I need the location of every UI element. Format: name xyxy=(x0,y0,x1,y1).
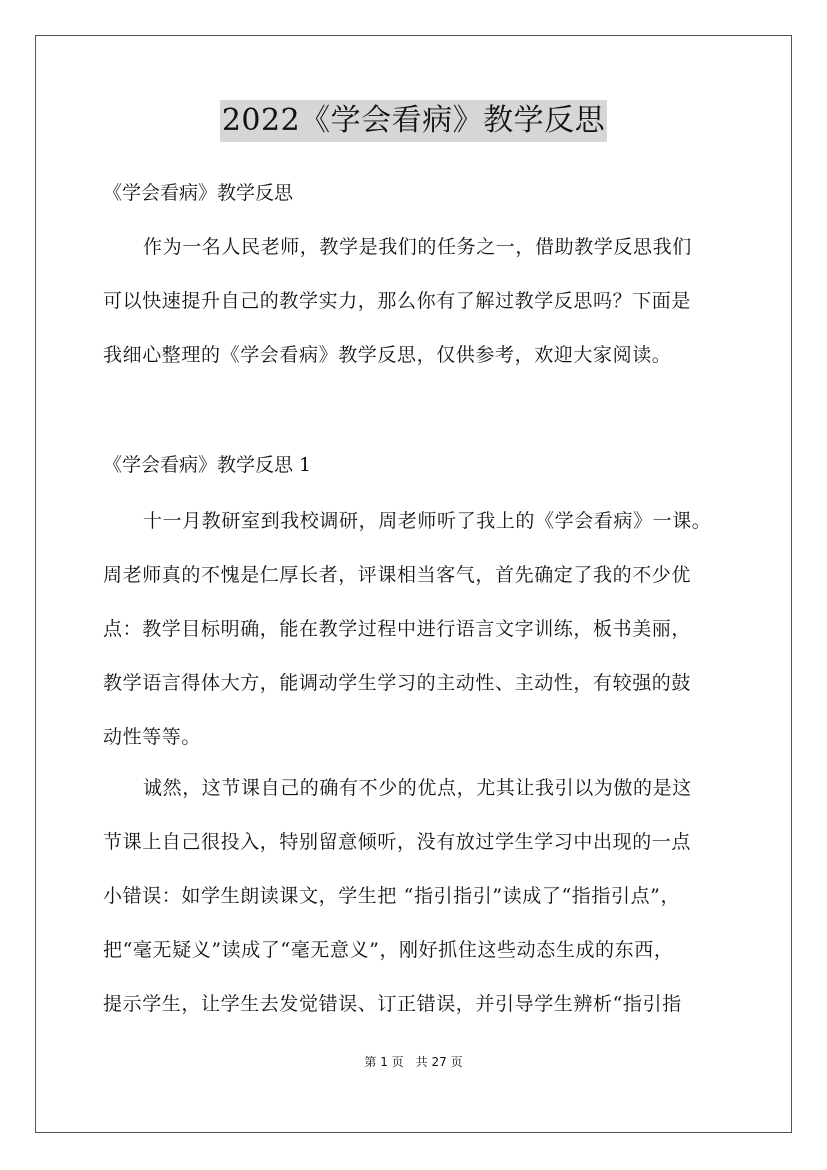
page-number-footer: 第 1 页 共 27 页 xyxy=(364,1055,463,1069)
paragraph-line: 动性等等。 xyxy=(103,726,202,748)
paragraph-line: 可以快速提升自己的教学实力，那么你有了解过教学反思吗？下面是 xyxy=(103,290,692,312)
paragraph-line: 教学语言得体大方，能调动学生学习的主动性、主动性，有较强的鼓 xyxy=(103,672,692,694)
paragraph-line: 我细心整理的《学会看病》教学反思，仅供参考，欢迎大家阅读。 xyxy=(103,344,672,366)
paragraph-line: 提示学生，让学生去发觉错误、订正错误，并引导学生辨析“指引指 xyxy=(103,993,682,1015)
document-title: 2022《学会看病》教学反思 xyxy=(220,100,607,142)
title-container xyxy=(0,100,827,142)
intro-paragraph xyxy=(103,220,743,382)
body-paragraph-1 xyxy=(103,494,743,764)
paragraph-line: 作为一名人民老师，教学是我们的任务之一，借助教学反思我们 xyxy=(143,236,692,258)
paragraph-line: 周老师真的不愧是仁厚长者，评课相当客气，首先确定了我的不少优 xyxy=(103,564,692,586)
paragraph-line: 诚然，这节课自己的确有不少的优点，尤其让我引以为傲的是这 xyxy=(143,777,692,799)
paragraph-line: 十一月教研室到我校调研，周老师听了我上的《学会看病》一课。 xyxy=(143,510,712,532)
body-paragraph-2 xyxy=(103,761,743,1031)
paragraph-line: 点：教学目标明确，能在教学过程中进行语言文字训练，板书美丽， xyxy=(103,618,692,640)
paragraph-line: 节课上自己很投入，特别留意倾听，没有放过学生学习中出现的一点 xyxy=(103,831,692,853)
paragraph-line: 把“毫无疑义”读成了“毫无意义”，刚好抓住这些动态生成的东西， xyxy=(103,939,674,961)
paragraph-line: 小错误：如学生朗读课文，学生把 “指引指引”读成了“指指引点”， xyxy=(103,885,681,907)
section-heading-intro: 《学会看病》教学反思 xyxy=(103,182,294,204)
section-heading-1: 《学会看病》教学反思 1 xyxy=(103,454,312,476)
